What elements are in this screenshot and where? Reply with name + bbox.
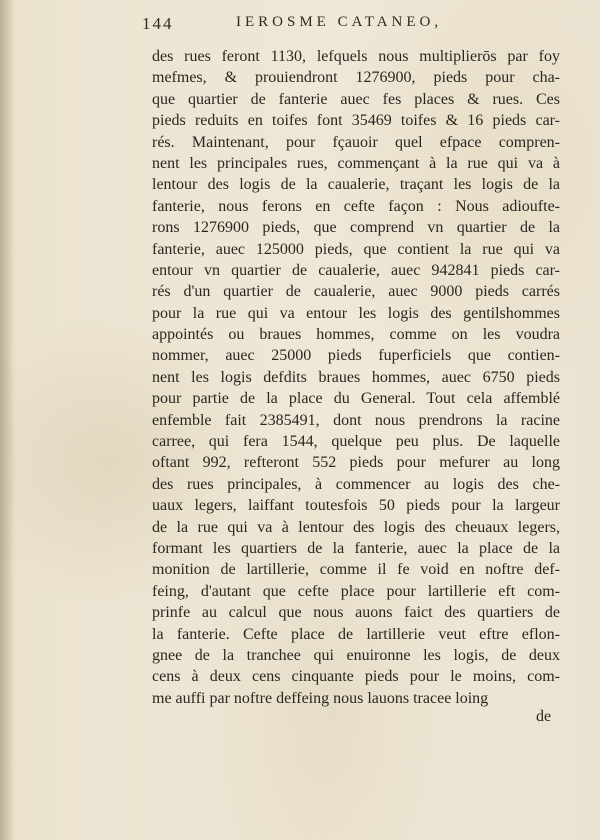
text-line: nommer, auec 25000 pieds fuperficiels que contien- bbox=[152, 347, 560, 365]
text-line: rons 1276900 pieds, que comprend vn quartier de la bbox=[152, 219, 560, 237]
text-line: fanterie, auec 125000 pieds, que contient la rue qui va bbox=[152, 240, 560, 258]
text-line: pour partie de la place du General. Tout cela affemblé bbox=[152, 390, 560, 408]
text-line: de la rue qui va à lentour des logis des cheuaux legers, bbox=[152, 518, 560, 536]
body-text bbox=[152, 46, 560, 709]
text-line: rés d'un quartier de caualerie, auec 9000 pieds carrés bbox=[152, 283, 560, 301]
text-line: me auffi par noftre deffeing nous lauons tracee loing bbox=[152, 689, 489, 707]
text-line: des rues principales, à commencer au logis des che- bbox=[152, 475, 560, 493]
text-line: monition de lartillerie, comme il fe void en noftre def- bbox=[152, 561, 560, 579]
text-line: mefmes, & prouiendront 1276900, pieds pour cha- bbox=[152, 69, 560, 87]
text-line: pieds reduits en toifes font 35469 toifes & 16 pieds car- bbox=[152, 112, 560, 130]
text-line: nent les principales rues, commençant à la rue qui va à bbox=[152, 154, 560, 172]
gutter-shadow bbox=[0, 0, 14, 840]
text-line: pour la rue qui va entour les logis des gentilshommes bbox=[152, 304, 560, 322]
text-line: carree, qui fera 1544, quelque peu plus. De laquelle bbox=[152, 433, 560, 451]
running-head bbox=[142, 14, 562, 36]
text-line: formant les quartiers de la fanterie, auec la place de la bbox=[152, 539, 560, 557]
text-line: cens à deux cens cinquante pieds pour le moins, com- bbox=[152, 668, 560, 686]
text-line: entour vn quartier de caualerie, auec 942841 pieds car- bbox=[152, 261, 560, 279]
text-line: rés. Maintenant, pour fçauoir quel efpace compren- bbox=[152, 133, 560, 151]
text-line: des rues feront 1130, lefquels nous multiplierōs par foy bbox=[152, 48, 560, 65]
text-line: feing, d'autant que cefte place pour lartillerie eft com- bbox=[152, 582, 560, 600]
text-line: la fanterie. Cefte place de lartillerie veut eftre eflon- bbox=[152, 625, 560, 643]
text-line: uaux legers, laiffant toutesfois 50 pieds pour la largeur bbox=[152, 497, 560, 515]
text-line: prinfe au calcul que nous auons faict des quartiers de bbox=[152, 604, 560, 622]
text-line: que quartier de fanterie auec fes places & rues. Ces bbox=[152, 90, 560, 108]
running-title: IEROSME CATANEO, bbox=[236, 14, 443, 30]
text-line: appointés ou braues hommes, comme on les voudra bbox=[152, 326, 560, 344]
text-line: lentour des logis de la caualerie, traçant les logis de la bbox=[152, 176, 560, 194]
text-line: oftant 992, refteront 552 pieds pour mefurer au long bbox=[152, 454, 560, 472]
page-number: 144 bbox=[142, 14, 174, 33]
text-line: nent les logis defdits braues hommes, auec 6750 pieds bbox=[152, 368, 560, 386]
catchword: de bbox=[536, 708, 552, 725]
text-line: enfemble fait 2385491, dont nous prendrons la racine bbox=[152, 411, 560, 429]
text-line: gnee de la tranchee qui enuironne les logis, de deux bbox=[152, 646, 560, 664]
text-line: fanterie, nous ferons en cefte façon : Nous adioufte- bbox=[152, 197, 560, 215]
